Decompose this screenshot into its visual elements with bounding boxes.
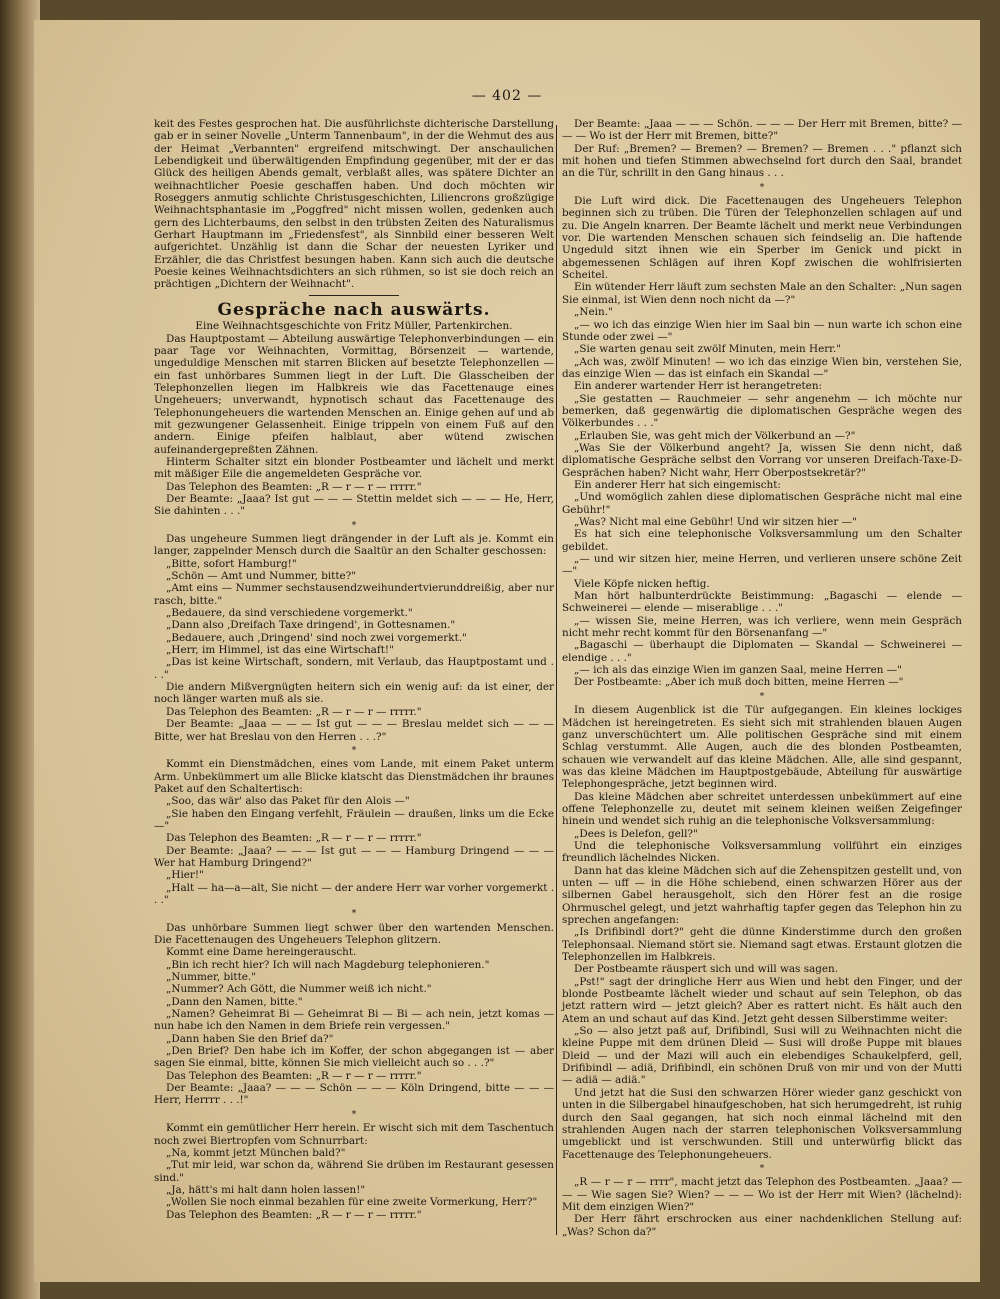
paragraph: „Was Sie der Völkerbund angeht? Ja, wissen Sie denn nicht, daß diplomatische Gespräche selbst den Vorrang vor unseren Dreifach-Taxe-D-Gesprächen haben? Nicht wahr, Herr Oberpostsekretär?" bbox=[562, 441, 962, 479]
paragraph: „— und wir sitzen hier, meine Herren, und verlieren unsere schöne Zeit —" bbox=[562, 553, 962, 578]
paragraph: Dann hat das kleine Mädchen sich auf die Zehenspitzen gestellt und, von unten — uff — in die Höhe schiebend, einen schwarzen Hörer aus der silbernen Gabel herausgeholt, sich den Hörer fest an die rosige Ohrmuschel gelegt, und jetzt wahrhaftig tapfer gegen das Telephon hin zu sprechen angefangen: bbox=[562, 864, 962, 926]
paragraph: Die Luft wird dick. Die Facettenaugen des Ungeheuers Telephon beginnen sich zu trüben. Die Türen der Telephonzellen schlagen auf und zu. Die Angeln knarren. Der Beamte lächelt und merkt neue Verbindungen vor. Die wartenden Menschen schauen sich feindselig an. Die haftende Ungeduld sitzt ihnen wie ein Sperber im Genick und pickt in abgemessenen Schlägen auf ihren Kopf zwischen die wohlfrisierten Scheitel. bbox=[562, 195, 962, 282]
paragraph: Der Beamte: „Jaaa — — — Ist gut — — — Breslau meldet sich — — — Bitte, wer hat Breslau von den Herren . . .?" bbox=[154, 718, 554, 743]
paragraph: Der Ruf: „Bremen? — Bremen? — Bremen? — Bremen . . ." pflanzt sich mit hohen und tiefen Stimmen abwechselnd fort durch den Saal, brandet an die Tür, schrillt in den Gang hinaus . . . bbox=[562, 142, 962, 180]
paragraph: „Bin ich recht hier? Ich will nach Magdeburg telephonieren." bbox=[166, 958, 490, 971]
paragraph: Das Hauptpostamt — Abteilung auswärtige Telephonverbindungen — ein paar Tage vor Weihnachten, Vormittag, Börsenzeit — wartende, ungeduldige Menschen mit starren Blicken auf besetzte Telephonzellen — ein fast unhörbares Summen liegt in der Luft. Die Glasscheiben der Telephonzellen liegen im Halbkreis wie das Facettenauge eines Ungeheuers; unverwandt, hypnotisch schaut das Facettenauge des Telephonungeheuers die wartenden Menschen an. Einige gehen auf und ab mit gezwungener Gelassenheit. Einige trippeln von einem Fuß auf den andern. Einige pfeifen halblaut, aber wütend zwischen aufeinandergepreßten Zähnen. bbox=[154, 332, 554, 456]
paragraph: Das Telephon des Beamten: „R — r — r — rrrrr." bbox=[166, 1069, 422, 1082]
paragraph: Hinterm Schalter sitzt ein blonder Postbeamter und lächelt und merkt mit mäßiger Eile die angemeldeten Gespräche vor. bbox=[154, 455, 554, 481]
paragraph: Das Telephon des Beamten: „R — r — r — rrrrr." bbox=[166, 1208, 422, 1221]
paragraph: „Bedauere, auch ‚Dringend' sind noch zwei vorgemerkt." bbox=[166, 631, 467, 644]
column-divider bbox=[556, 125, 557, 1235]
paragraph: „Amt eins — Nummer sechstausendzweihundertvierunddreißig, aber nur rasch, bitte." bbox=[154, 582, 554, 607]
paragraph: Kommt ein gemütlicher Herr herein. Er wischt sich mit dem Taschentuch noch zwei Biertropfen vom Schnurrbart: bbox=[154, 1122, 554, 1147]
paragraph: „R — r — r — rrrr", macht jetzt das Telephon des Postbeamten. „Jaaa? — — — Wie sagen Sie? Wien? — — — Wo ist der Herr mit Wien? (lächelnd): Mit dem einzigen Wien?" bbox=[562, 1176, 962, 1213]
paragraph: Das kleine Mädchen aber schreitet unterdessen unbekümmert auf eine offene Telephonzelle zu, deutet mit seinem kleinen weißen Zeigefinger hinein und wendet sich ruhig an die telephonische Volksversammlung: bbox=[562, 790, 962, 828]
paragraph: „Dann also ‚Dreifach Taxe dringend', in Gottesnamen." bbox=[166, 619, 456, 632]
section-star: * bbox=[351, 1109, 357, 1120]
section-star: * bbox=[759, 182, 765, 193]
paragraph: Das Telephon des Beamten: „R — r — r — rrrrr." bbox=[166, 832, 422, 845]
paragraph: „Sie warten genau seit zwölf Minuten, mein Herr." bbox=[574, 343, 842, 356]
paragraph: „Erlauben Sie, was geht mich der Völkerbund an —?" bbox=[574, 429, 856, 442]
page bbox=[34, 20, 980, 1282]
section-star: * bbox=[351, 520, 357, 531]
paragraph: Kommt eine Dame hereingerauscht. bbox=[166, 946, 357, 959]
paragraph: „Pst!" sagt der dringliche Herr aus Wien und hebt den Finger, und der blonde Postbeamte lächelt wieder und schaut auf sein Telephon, ob das jetzt rattern wird — jetzt gleich? Aber es rattert nicht. Es hält auch den Atem an und schaut auf das Kind. Jetzt geht dessen Silberstimme weiter: bbox=[562, 975, 962, 1025]
paragraph: Das Telephon des Beamten: „R — r — r — rrrrr." bbox=[166, 480, 422, 493]
paragraph: Die andern Mißvergnügten heitern sich ein wenig auf: da ist einer, der noch länger warten muß als sie. bbox=[154, 681, 554, 706]
paragraph: „Na, kommt jetzt München bald?" bbox=[166, 1146, 346, 1159]
paragraph: „Den Brief? Den habe ich im Koffer, der schon abgegangen ist — aber sagen Sie einmal, bitte, können Sie mich vielleicht auch so . . .?" bbox=[154, 1045, 554, 1070]
paragraph: „— wo ich das einzige Wien hier im Saal bin — nun warte ich schon eine Stunde oder zwei —" bbox=[562, 318, 962, 343]
paragraph: „So — also jetzt paß auf, Drifibindl, Susi will zu Weihnachten nicht die kleine Puppe mit dem drünen Dleid — Susi will droße Puppe mit blaues Dleid — und der Mazi will auch ein elebendiges Schaukelpferd, gell, Drifibindl — adiä, Drifibindl, ein schönen Druß von mir und von der Mutti — adiä — adiä." bbox=[562, 1025, 962, 1087]
left-column bbox=[154, 118, 554, 1221]
paragraph: „— wissen Sie, meine Herren, was ich verliere, wenn mein Gespräch nicht mehr recht kommt für den Börsenanfang —" bbox=[562, 614, 962, 640]
paragraph: „Ach was, zwölf Minuten! — wo ich das einzige Wien bin, verstehen Sie, das einzige Wien — das ist einfach ein Skandal —" bbox=[562, 355, 962, 380]
paragraph: „Sie haben den Eingang verfehlt, Fräulein — draußen, links um die Ecke —" bbox=[154, 807, 554, 832]
paragraph: Der Beamte: „Jaaa — — — Schön. — — — Der Herr mit Bremen, bitte? — — — Wo ist der Herr mit Bremen, bitte?" bbox=[562, 118, 962, 143]
paragraph: „Nummer, bitte." bbox=[166, 971, 257, 984]
paragraph: „Nummer? Ach Gött, die Nummer weiß ich nicht." bbox=[166, 983, 432, 996]
paragraph: „Hier!" bbox=[166, 869, 204, 882]
paragraph: Das ungeheure Summen liegt drängender in der Luft als je. Kommt ein langer, zappelnder Mensch durch die Saaltür an den Schalter geschossen: bbox=[154, 533, 554, 558]
paragraph: „Namen? Geheimrat Bi — Geheimrat Bi — Bi — ach nein, jetzt komas — nun habe ich den Namen in dem Briefe rein vergessen." bbox=[154, 1008, 554, 1033]
paragraph: Ein anderer wartender Herr ist herangetreten: bbox=[574, 380, 823, 393]
section-star: * bbox=[351, 745, 357, 756]
paragraph: Es hat sich eine telephonische Volksversammlung um den Schalter gebildet. bbox=[562, 528, 962, 553]
paragraph: Viele Köpfe nicken heftig. bbox=[574, 577, 710, 590]
paragraph: „Bagaschi — überhaupt die Diplomaten — Skandal — Schweinerei — elendige . . ." bbox=[562, 639, 962, 664]
paragraph: keit des Festes gesprochen hat. Die ausführlichste dichterische Darstellung gab er in seiner Novelle „Unterm Tannenbaum", in der die Wehmut des aus der Heimat „Verbannten" ergreifend mitschwingt. Der anschaulichen Lebendigkeit und überwältigenden Empfindung gegenüber, mit der er das Glück des heiligen Abends gemalt, verblaßt alles, was spätere Dichter an weihnachtlicher Poesie geschaffen haben. Und doch möchten wir Roseggers anmutig schlichte Christusgeschichten, Liliencrons großzügige Weihnachtsphantasie im „Poggfred" nicht missen wollen, gedenken auch gern des Lichterbaums, den selbst in den trübsten Zeiten des Naturalismus Gerhart Hauptmann im „Friedensfest", als Sinnbild einer besseren Welt aufgerichtet. Unzählig ist dann die Schar der neuesten Lyriker und Erzähler, die das Christfest besungen haben. Kann sich auch die deutsche Poesie keines Weihnachtsdichters an sich rühmen, so ist sie doch reich an prächtigen „Dichtern der Weihnacht". bbox=[154, 118, 554, 291]
paragraph: Man hört halbunterdrückte Beistimmung: „Bagaschi — elende — Schweinerei — elende — miserablige . . ." bbox=[562, 590, 962, 615]
paragraph: Der Postbeamte räuspert sich und will was sagen. bbox=[574, 963, 839, 976]
right-column bbox=[562, 118, 962, 1238]
paragraph: „Dann den Namen, bitte." bbox=[166, 995, 303, 1008]
paragraph: Der Herr fährt erschrocken aus einer nachdenklichen Stellung auf: „Was? Schon da?" bbox=[562, 1213, 962, 1238]
page-number: — 402 — bbox=[471, 88, 543, 104]
paragraph: „Und womöglich zahlen diese diplomatischen Gespräche nicht mal eine Gebühr!" bbox=[562, 491, 962, 516]
paragraph: „Sie gestatten — Rauchmeier — sehr angenehm — ich möchte nur bemerken, daß gegenwärtig die diplomatischen Gespräche wegen des Völkerbundes . . ." bbox=[562, 392, 962, 430]
paragraph: Kommt ein Dienstmädchen, eines vom Lande, mit einem Paket unterm Arm. Unbekümmert um alle Blicke klatscht das Dienstmädchen ihr braunes Paket auf den Schaltertisch: bbox=[154, 758, 554, 795]
section-star: * bbox=[759, 691, 765, 702]
paragraph: Ein wütender Herr läuft zum sechsten Male an den Schalter: „Nun sagen Sie einmal, ist Wien denn noch nicht da —?" bbox=[562, 281, 962, 306]
paragraph: Und jetzt hat die Susi den schwarzen Hörer wieder ganz geschickt von unten in die Silbergabel hinaufgeschoben, hat sich herumgedreht, ist ruhig durch den Saal gegangen, hat sich noch einmal lächelnd mit den strahlenden Augen nach der starren telephonischen Volksversammlung umgeblickt und ist verschwunden. Still und unterwürfig blickt das Facettenauge des Telephonungeheuers. bbox=[562, 1086, 962, 1161]
paragraph: Das unhörbare Summen liegt schwer über den wartenden Menschen. Die Facettenaugen des Ungeheuers Telephon glitzern. bbox=[154, 921, 554, 946]
paragraph: „— ich als das einzige Wien im ganzen Saal, meine Herren —" bbox=[574, 664, 902, 677]
paragraph: Der Beamte: „Jaaa? — — — Ist gut — — — Hamburg Dringend — — — Wer hat Hamburg Dringend?" bbox=[154, 844, 554, 869]
section-separator bbox=[309, 295, 399, 296]
paragraph: „Ja, hätt's mi halt dann holen lassen!" bbox=[166, 1183, 366, 1196]
paragraph: Das Telephon des Beamten: „R — r — r — rrrrr." bbox=[166, 705, 422, 718]
paragraph: Der Beamte: „Jaaa? Ist gut — — — Stettin meldet sich — — — He, Herr, Sie dahinten . . ." bbox=[154, 492, 554, 518]
paragraph: „Dann haben Sie den Brief da?" bbox=[166, 1032, 334, 1045]
paragraph: „Soo, das wär' also das Paket für den Alois —" bbox=[166, 795, 410, 808]
paragraph: Der Beamte: „Jaaa? — — — Schön — — — Köln Dringend, bitte — — — Herr, Herrrr . . .!" bbox=[154, 1082, 554, 1107]
paragraph: „Bedauere, da sind verschiedene vorgemerkt." bbox=[166, 607, 413, 620]
paragraph: „Das ist keine Wirtschaft, sondern, mit Verlaub, das Hauptpostamt und . . ." bbox=[154, 656, 554, 681]
paragraph: In diesem Augenblick ist die Tür aufgegangen. Ein kleines lockiges Mädchen ist hereingetreten. Es sieht sich mit strahlenden blauen Augen ganz unverschüchtert um. Alle politischen Gespräche sind mit einem Schlag verstummt. Alle Augen, auch die des blonden Postbeamten, schauen wie verwandelt auf das kleine Mädchen. Alle, alle sind gespannt, was das kleine Mädchen im Hauptpostgebäude, Abteilung für auswärtige Telephongespräche, jetzt beginnen wird. bbox=[562, 704, 962, 791]
paragraph: „Halt — ha—a—alt, Sie nicht — der andere Herr war vorher vorgemerkt . . ." bbox=[154, 881, 555, 906]
section-star: * bbox=[351, 909, 357, 920]
paragraph: „Wollen Sie noch einmal bezahlen für eine zweite Vormerkung, Herr?" bbox=[166, 1196, 538, 1209]
paragraph: „Dees is Delefon, gell?" bbox=[574, 827, 698, 840]
section-star: * bbox=[759, 1163, 765, 1174]
paragraph: „Is Drifibindl dort?" geht die dünne Kinderstimme durch den großen Telephonsaal. Niemand stört sie. Niemand sagt etwas. Erstaunt glotzen die Telephonzellen im Halbkreis. bbox=[562, 926, 962, 964]
paragraph: „Bitte, sofort Hamburg!" bbox=[166, 557, 297, 570]
paragraph: „Was? Nicht mal eine Gebühr! Und wir sitzen hier —" bbox=[574, 516, 857, 528]
paragraph: Ein anderer Herr hat sich eingemischt: bbox=[574, 478, 781, 491]
paragraph: „Nein." bbox=[574, 306, 613, 319]
paragraph: Und die telephonische Volksversammlung vollführt ein einziges freundlich lächelndes Nicken. bbox=[562, 839, 962, 865]
story-subtitle: Eine Weihnachtsgeschichte von Fritz Müller, Partenkirchen. bbox=[195, 320, 513, 333]
paragraph: Der Postbeamte: „Aber ich muß doch bitten, meine Herren —" bbox=[574, 676, 904, 689]
paragraph: „Herr, im Himmel, ist das eine Wirtschaft!" bbox=[166, 644, 394, 657]
paragraph: „Tut mir leid, war schon da, während Sie drüben im Restaurant gesessen sind." bbox=[154, 1159, 554, 1184]
story-title: Gespräche nach auswärts. bbox=[217, 299, 491, 320]
paragraph: „Schön — Amt und Nummer, bitte?" bbox=[166, 570, 357, 583]
